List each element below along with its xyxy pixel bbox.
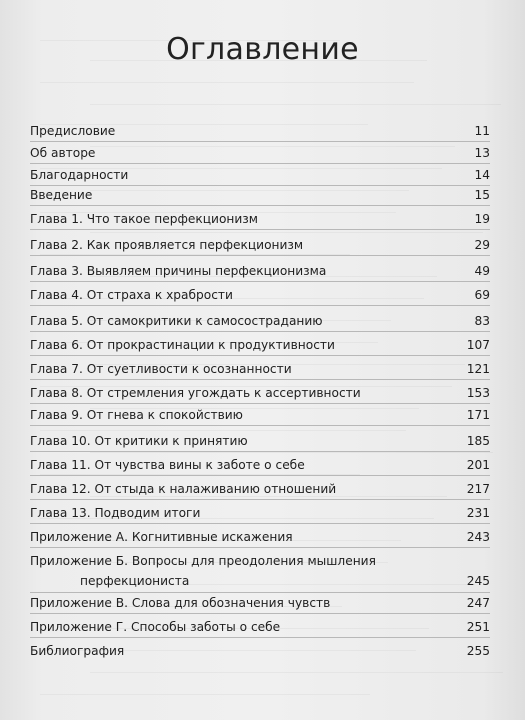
toc-entry-page-number: 251: [466, 620, 490, 634]
toc-entry-page-number: 49: [474, 264, 490, 278]
toc-entry-page-number: 121: [466, 362, 490, 376]
bleed-through-line: [40, 82, 414, 83]
divider-line: [30, 185, 490, 186]
divider-line: [30, 229, 490, 230]
divider-line: [30, 379, 490, 380]
bleed-through-line: [40, 694, 370, 695]
toc-entry-title: Глава 11. От чувства вины к заботе о себе: [30, 458, 305, 472]
toc-entry: [30, 644, 490, 664]
toc-entry-title: Об авторе: [30, 146, 96, 160]
toc-entry-title: Приложение В. Слова для обозначения чувств: [30, 596, 331, 610]
divider-line: [30, 637, 490, 638]
toc-entry-page-number: 14: [474, 168, 490, 182]
toc-entry-title: Предисловие: [30, 124, 116, 138]
toc-entry-page-number: 217: [466, 482, 490, 496]
divider-line: [30, 205, 490, 206]
toc-entry-title: Приложение Г. Способы заботы о себе: [30, 620, 281, 634]
toc-entry-title: Глава 9. От гнева к спокойствию: [30, 408, 243, 422]
divider-line: [30, 403, 490, 404]
divider-line: [30, 451, 490, 452]
bleed-through-line: [90, 104, 501, 105]
toc-entry-title: Глава 8. От стремления угождать к ассертивности: [30, 386, 361, 400]
divider-line: [30, 613, 490, 614]
divider-line: [30, 331, 490, 332]
page-title: Оглавление: [166, 32, 359, 67]
toc-entry-title-continued: перфекциониста: [80, 574, 190, 588]
toc-entry-title: Глава 10. От критики к принятию: [30, 434, 248, 448]
divider-line: [30, 475, 490, 476]
divider-line: [30, 255, 490, 256]
toc-entry-page-number: 83: [474, 314, 490, 328]
divider-line: [30, 547, 490, 548]
divider-line: [30, 355, 490, 356]
bleed-through-line: [40, 430, 406, 431]
toc-entry-page-number: 255: [466, 644, 490, 658]
toc-entry-title: Приложение Б. Вопросы для преодоления мышления: [30, 554, 376, 568]
toc-entry-page-number: 19: [474, 212, 490, 226]
toc-entry-title: Библиография: [30, 644, 125, 658]
toc-entry-title: Введение: [30, 188, 93, 202]
toc-entry-title: Глава 3. Выявляем причины перфекционизма: [30, 264, 327, 278]
divider-line: [30, 499, 490, 500]
toc-entry-title: Глава 2. Как проявляется перфекционизм: [30, 238, 304, 252]
bleed-through-line: [90, 232, 483, 233]
divider-line: [30, 281, 490, 282]
toc-entry-page-number: 185: [466, 434, 490, 448]
toc-entry-title: Глава 1. Что такое перфекционизм: [30, 212, 258, 226]
toc-entry-page-number: 153: [466, 386, 490, 400]
divider-line: [30, 163, 490, 164]
divider-line: [30, 523, 490, 524]
divider-line: [30, 592, 490, 593]
toc-entry-page-number: 11: [474, 124, 490, 138]
divider-line: [30, 425, 490, 426]
toc-entry: [30, 554, 490, 588]
toc-entry-page-number: 231: [466, 506, 490, 520]
divider-line: [30, 305, 490, 306]
toc-entry-title: Глава 7. От суетливости к осознанности: [30, 362, 292, 376]
toc-entry-page-number: 245: [466, 574, 490, 588]
bleed-through-line: [90, 672, 503, 673]
toc-entry-title: Благодарности: [30, 168, 129, 182]
toc-entry-page-number: 69: [474, 288, 490, 302]
toc-entry-page-number: 171: [466, 408, 490, 422]
toc-entry-title: Глава 13. Подводим итоги: [30, 506, 201, 520]
toc-entry-title: Приложение А. Когнитивные искажения: [30, 530, 293, 544]
toc-entry-title: Глава 6. От прокрастинации к продуктивности: [30, 338, 335, 352]
toc-entry-page-number: 247: [466, 596, 490, 610]
toc-entry-title: Глава 4. От страха к храбрости: [30, 288, 233, 302]
toc-entry-title: Глава 5. От самокритики к самосостраданию: [30, 314, 323, 328]
toc-entry-page-number: 107: [466, 338, 490, 352]
toc-entry-page-number: 243: [466, 530, 490, 544]
toc-entry-title: Глава 12. От стыда к налаживанию отношений: [30, 482, 337, 496]
divider-line: [30, 141, 490, 142]
toc-entry-page-number: 15: [474, 188, 490, 202]
toc-entry-page-number: 29: [474, 238, 490, 252]
toc-entry-page-number: 13: [474, 146, 490, 160]
toc-entry-page-number: 201: [466, 458, 490, 472]
